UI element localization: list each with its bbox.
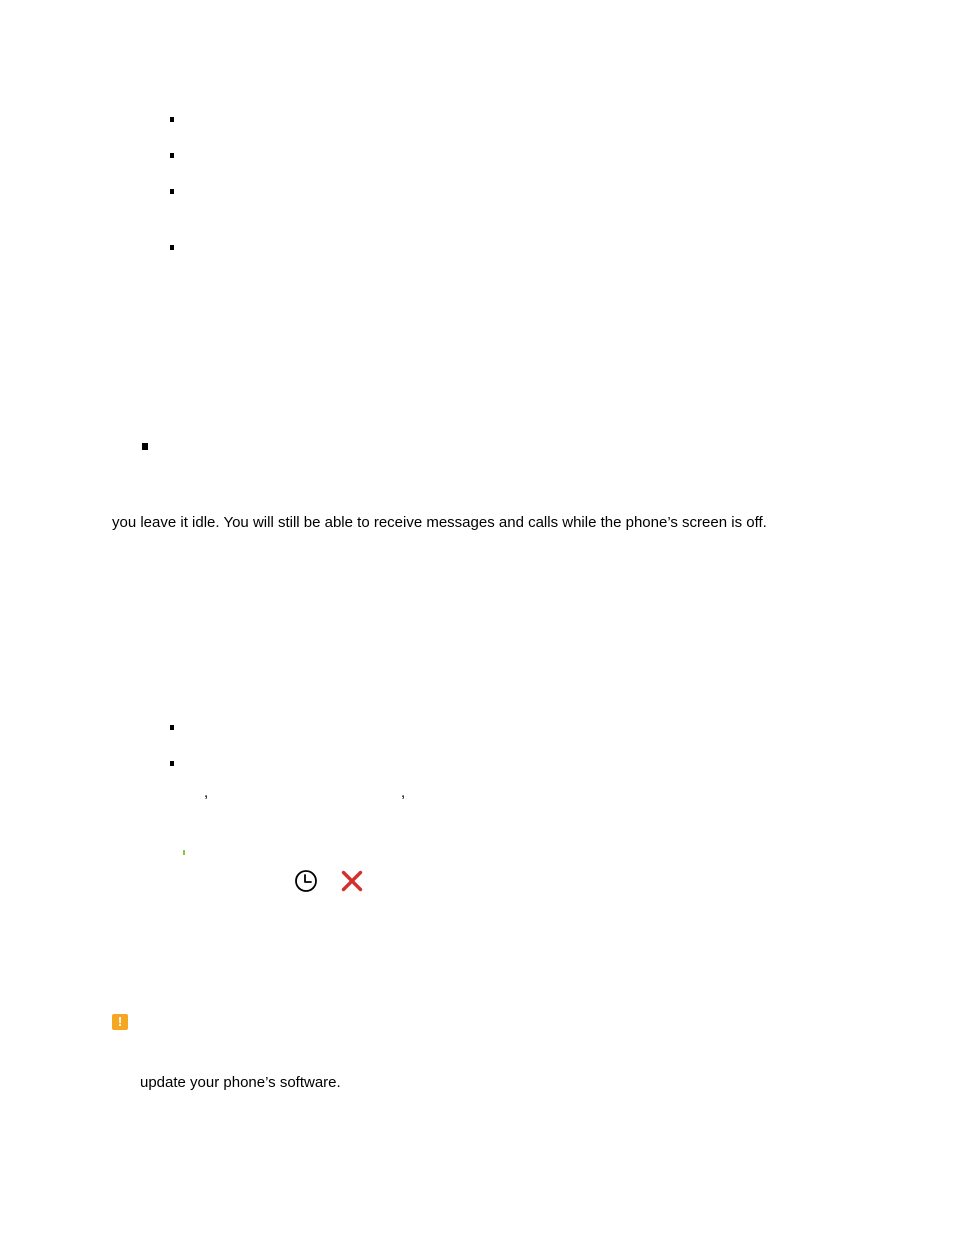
list-bullet xyxy=(170,245,174,250)
comma-mark: , xyxy=(204,784,209,801)
list-bullet xyxy=(170,153,174,158)
warning-icon: ! xyxy=(112,1014,128,1030)
close-x-icon xyxy=(341,870,363,892)
screen-timeout-text: you leave it idle. You will still be able to receive messages and calls while the phone’s screen is off. xyxy=(112,514,767,531)
list-bullet xyxy=(170,761,174,766)
list-bullet xyxy=(170,725,174,730)
comma-mark: , xyxy=(401,784,406,801)
list-bullet xyxy=(170,117,174,122)
section-bullet xyxy=(142,443,148,450)
clock-icon xyxy=(294,869,318,893)
update-software-text: update your phone’s software. xyxy=(140,1074,341,1091)
accent-mark xyxy=(183,850,185,855)
list-bullet xyxy=(170,189,174,194)
